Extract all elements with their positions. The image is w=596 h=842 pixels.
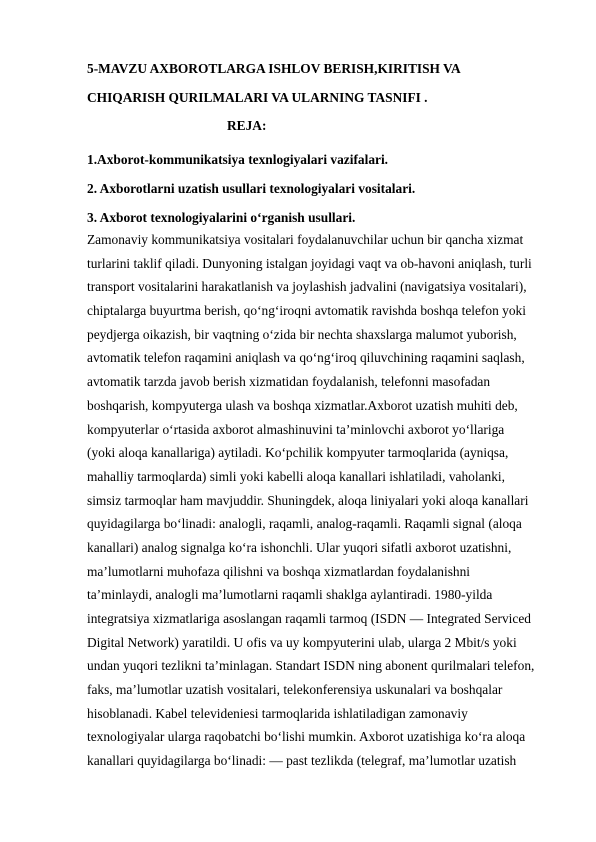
text-line: ta’minlaydi, analogli ma’lumotlarni raqamli shaklga aylantiradi. 1980-yilda <box>87 587 493 603</box>
plan-item: 1.Axborot-kommunikatsiya texnlogiyalari vazifalari. <box>87 152 389 167</box>
text-line: mahalliy tarmoqlarda) simli yoki kabelli aloqa kanallari ishlatiladi, vaholanki, <box>87 468 505 484</box>
document-title <box>87 54 547 112</box>
title-line: CHIQARISH QURILMALARI VA ULARNING TASNIFI . <box>87 90 428 105</box>
text-line: undan yuqori tezlikni ta’minlagan. Standart ISDN ning abonent qurilmalari telefon, <box>87 658 535 674</box>
text-line: boshqarish, kompyuterga ulash va boshqa xizmatlar.Axborot uzatish muhiti deb, <box>87 397 518 413</box>
text-line: Zamonaviy kommunikatsiya vositalari foydalanuvchilar uchun bir qancha xizmat <box>87 232 524 247</box>
text-line: integratsiya xizmatlariga asoslangan raqamli tarmoq (ISDN — Integrated Serviced <box>87 611 531 626</box>
text-line: quyidagilarga bo‘linadi: analogli, raqamli, analog-raqamli. Raqamli signal (aloqa <box>87 516 522 532</box>
title-line: 5-MAVZU AXBOROTLARGA ISHLOV BERISH,KIRITISH VA <box>87 61 461 76</box>
text-line: texnologiyalar ularga raqobatchi bo‘lishi mumkin. Axborot uzatishiga ko‘ra aloqa <box>87 729 526 745</box>
body-paragraph <box>87 228 557 773</box>
plan-item: 3. Axborot texnologiyalarini o‘rganish usullari. <box>87 210 356 225</box>
text-line: Digital Network) yaratildi. U ofis va uy kompyuterini ulab, ularga 2 Mbit/s yoki <box>87 634 517 650</box>
text-line: simsiz tarmoqlar ham mavjuddir. Shuningdek, aloqa liniyalari yoki aloqa kanallari <box>87 492 529 508</box>
text-line: chiptalarga buyurtma berish, qo‘ng‘iroqni avtomatik ravishda boshqa telefon yoki <box>87 303 526 319</box>
plan-list <box>87 145 567 232</box>
plan-item: 2. Axborotlarni uzatish usullari texnologiyalari vositalari. <box>87 181 416 196</box>
text-line: faks, ma’lumotlar uzatish vositalari, telekonferensiya uskunalari va boshqalar <box>87 682 503 698</box>
text-line: kompyuterlar o‘rtasida axborot almashinuvini ta’minlovchi axborot yo‘llariga <box>87 421 505 437</box>
text-line: peydjerga oikazish, bir vaqtning o‘zida bir nechta shaxslarga malumot yuborish, <box>87 326 517 342</box>
text-line: turlarini taklif qiladi. Dunyoning istalgan joyidagi vaqt va ob-havoni aniqlash, turli <box>87 255 532 271</box>
text-line: avtomatik tarzda javob berish xizmatidan foydalanish, telefonni masofadan <box>87 374 491 390</box>
text-line: hisoblanadi. Kabel televideniesi tarmoqlarida ishlatiladigan zamonaviy <box>87 705 468 721</box>
text-line: avtomatik telefon raqamini aniqlash va qo‘ng‘iroq qiluvchining raqamini saqlash, <box>87 350 525 366</box>
text-line: kanallari) analog signalga ko‘ra ishonchli. Ular yuqori sifatli axborot uzatishni, <box>87 539 512 555</box>
text-line: transport vositalarini harakatlanish va joylashish jadvalini (navigatsiya vositalari), <box>87 279 527 295</box>
text-line: kanallari quyidagilarga bo‘linadi: — past tezlikda (telegraf, ma’lumotlar uzatish <box>87 753 517 769</box>
plan-heading: REJA: <box>227 118 267 133</box>
text-line: (yoki aloqa kanallariga) aytiladi. Ko‘pchilik kompyuter tarmoqlarida (ayniqsa, <box>87 445 509 461</box>
text-line: ma’lumotlarni muhofaza qilishni va boshqa xizmatlardan foydalanishni <box>87 563 471 579</box>
